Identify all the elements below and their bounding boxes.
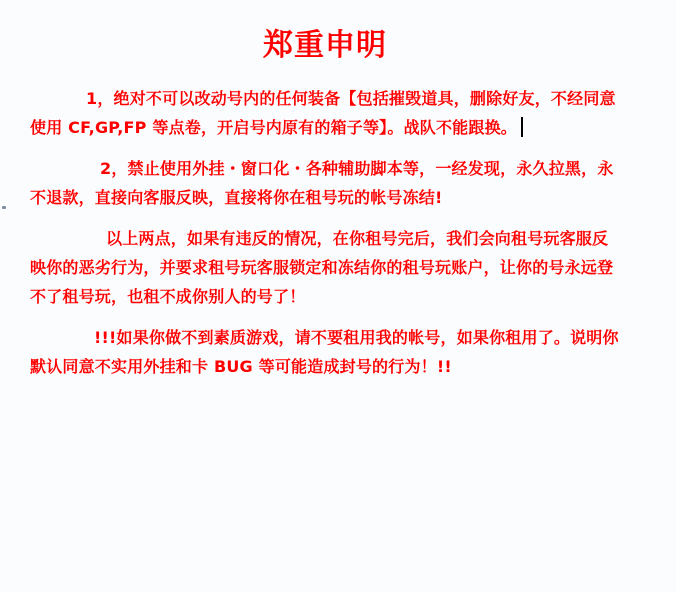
paragraph-1 (30, 84, 620, 142)
paragraph-3: 以上两点，如果有违反的情况，在你租号完后，我们会向租号玩客服反映你的恶劣行为，并要求租号玩客服锁定和冻结你的租号玩账户，让你的号永远登不了租号玩，也租不成你别人的号了！ (30, 229, 614, 306)
margin-marker (2, 206, 6, 209)
document-title: 郑重申明 (263, 28, 387, 63)
paragraph-1-text: 1，绝对不可以改动号内的任何装备【包括摧毁道具，删除好友，不经同意使用 CF,GP,FP 等点卷，开启号内原有的箱子等】。战队不能跟换。 (30, 89, 616, 137)
paragraph-2: 2，禁止使用外挂・窗口化・各种辅助脚本等，一经发现，永久拉黑，永不退款，直接向客服反映，直接将你在租号玩的帐号冻结! (30, 159, 614, 207)
paragraph-4: !!!如果你做不到素质游戏，请不要租用我的帐号，如果你租用了。说明你默认同意不实用外挂和卡 BUG 等可能造成封号的行为！!! (30, 328, 619, 376)
text-cursor (521, 117, 523, 137)
document-body[interactable] (30, 18, 620, 393)
